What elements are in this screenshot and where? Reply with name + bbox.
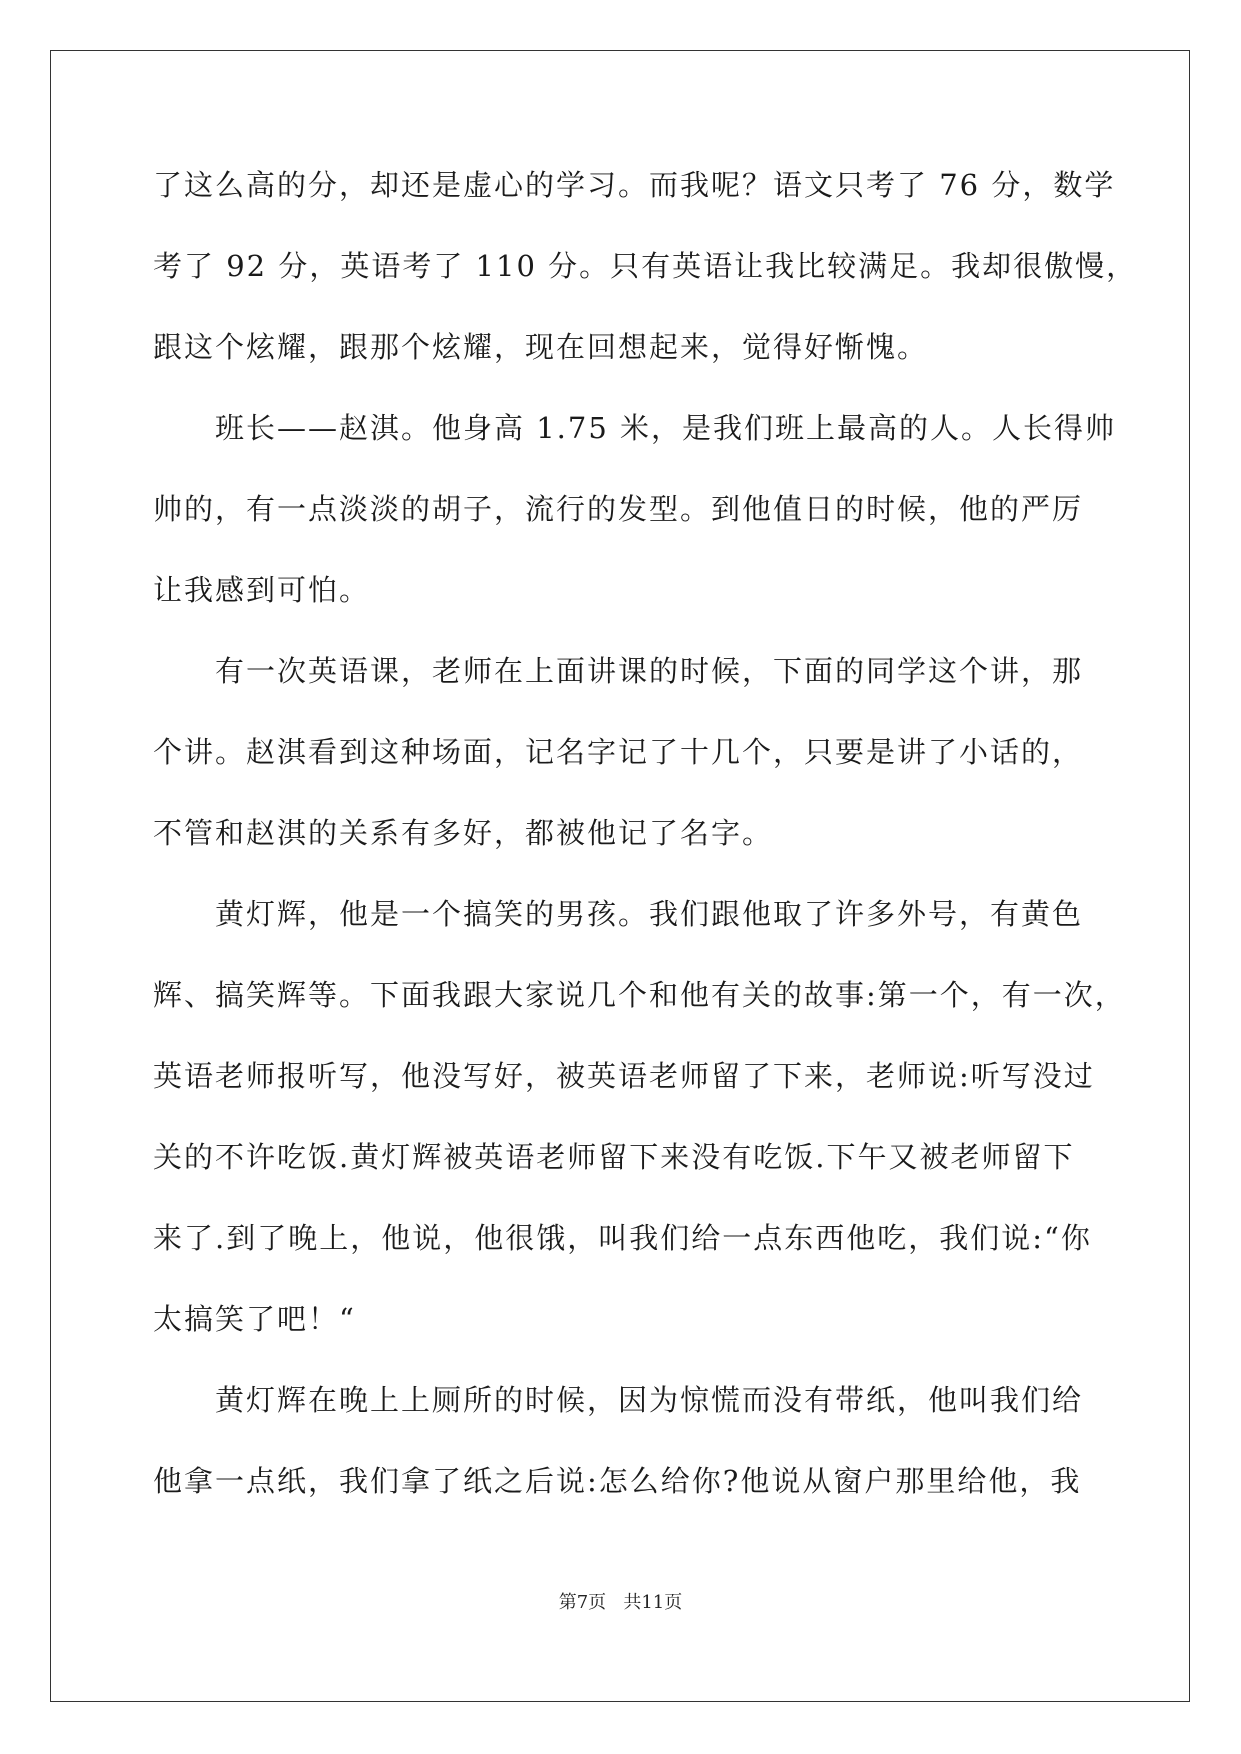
text-line: 考了 92 分，英语考了 110 分。只有英语让我比较满足。我却很傲慢， [153, 249, 1138, 283]
text-line: 让我感到可怕。 [153, 573, 371, 607]
page-footer [0, 1588, 1241, 1614]
text-line: 关的不许吃饭.黄灯辉被英语老师留下来没有吃饭.下午又被老师留下 [153, 1140, 1075, 1174]
paragraph-first-line: 班长——赵淇。他身高 1.75 米，是我们班上最高的人。人长得帅 [215, 411, 1117, 445]
text-line: 不管和赵淇的关系有多好，都被他记了名字。 [153, 816, 774, 850]
text-line: 跟这个炫耀，跟那个炫耀，现在回想起来，觉得好惭愧。 [153, 330, 929, 364]
paragraph-first-line: 黄灯辉，他是一个搞笑的男孩。我们跟他取了许多外号，有黄色 [215, 897, 1084, 931]
document-body [153, 160, 1138, 1537]
paragraph-first-line: 有一次英语课，老师在上面讲课的时候，下面的同学这个讲，那 [215, 654, 1084, 688]
text-line: 英语老师报听写，他没写好，被英语老师留了下来，老师说:听写没过 [153, 1059, 1095, 1093]
text-line: 他拿一点纸，我们拿了纸之后说:怎么给你?他说从窗户那里给他，我 [153, 1464, 1082, 1498]
text-line: 了这么高的分，却还是虚心的学习。而我呢？语文只考了 76 分，数学 [153, 168, 1116, 202]
text-line: 辉、搞笑辉等。下面我跟大家说几个和他有关的故事:第一个，有一次， [153, 978, 1126, 1012]
text-line: 帅的，有一点淡淡的胡子，流行的发型。到他值日的时候，他的严厉 [153, 492, 1084, 526]
page-total: 共11页 [623, 1592, 683, 1613]
page-number: 第7页 [558, 1592, 607, 1613]
text-line: 个讲。赵淇看到这种场面，记名字记了十几个，只要是讲了小话的， [153, 735, 1084, 769]
text-line: 太搞笑了吧！“ [153, 1302, 356, 1336]
paragraph-first-line: 黄灯辉在晚上上厕所的时候，因为惊慌而没有带纸，他叫我们给 [215, 1383, 1084, 1417]
text-line: 来了.到了晚上，他说，他很饿，叫我们给一点东西他吃，我们说:“你 [153, 1221, 1092, 1255]
